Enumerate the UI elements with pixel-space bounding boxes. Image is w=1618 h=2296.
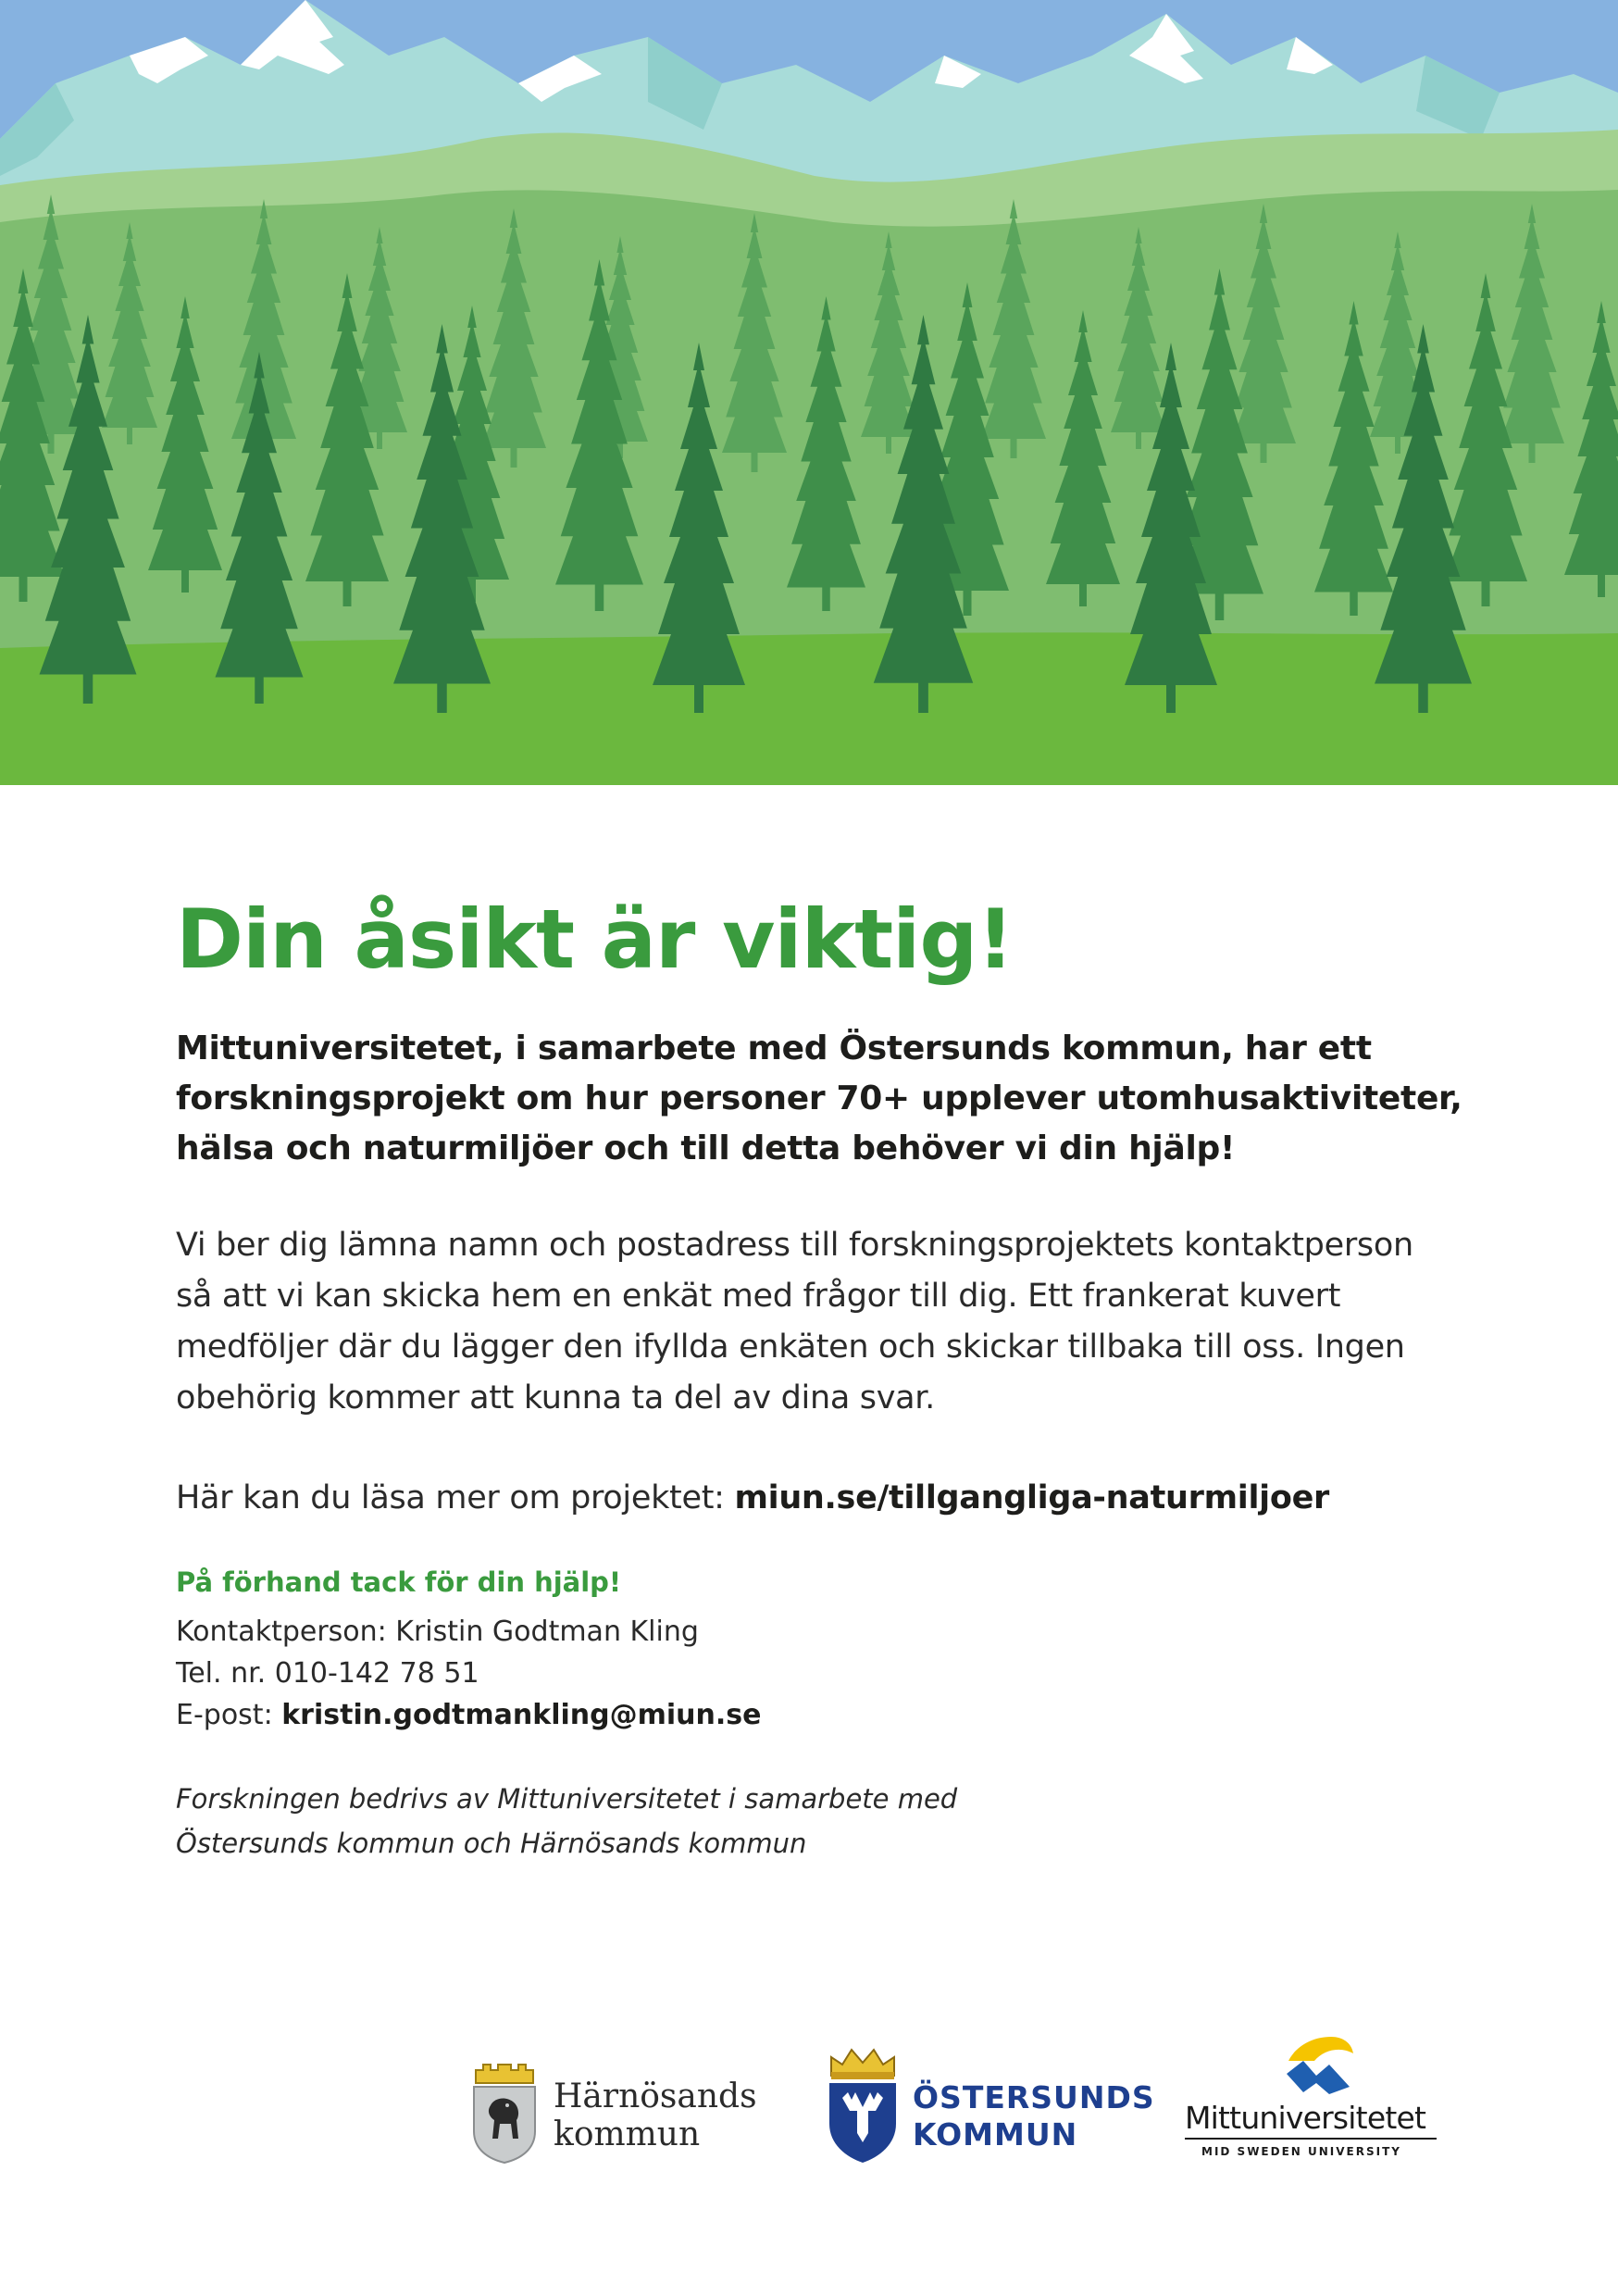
mountain-forest-banner [0, 0, 1618, 785]
contact-phone: Tel. nr. 010-142 78 51 [176, 1657, 479, 1690]
harnosand-line2: kommun [554, 2115, 701, 2153]
miun-name: Mittuniversitetet [1185, 2100, 1426, 2136]
contact-email-line [176, 1694, 1472, 1736]
footer-line: Östersunds kommun och Härnösands kommun [176, 1828, 807, 1859]
harnosand-crest-icon [470, 2063, 539, 2165]
ostersund-line2: KOMMUN [913, 2116, 1078, 2152]
page-title: Din åsikt är viktig! [176, 892, 1014, 987]
project-link[interactable]: miun.se/tillgangliga-naturmiljoer [734, 1479, 1330, 1516]
body-line: så att vi kan skicka hem en enkät med frågor till dig. Ett frankerat kuvert [176, 1278, 1341, 1315]
poster-content [176, 889, 1472, 1866]
lead-line: Mittuniversitetet, i samarbete med Östersunds kommun, har ett [176, 1029, 1372, 1067]
lead-line: forskningsprojekt om hur personer 70+ upplever utomhusaktiviteter, [176, 1079, 1462, 1117]
thanks-heading: På förhand tack för din hjälp! [176, 1566, 622, 1598]
harnosands-kommun-logo [470, 2063, 776, 2165]
email-label: E-post: [176, 1699, 282, 1731]
miun-tagline: MID SWEDEN UNIVERSITY [1201, 2145, 1401, 2158]
lead-line: hälsa och naturmiljöer och till detta behöver vi din hjälp! [176, 1129, 1236, 1167]
harnosand-line1: Härnösands [554, 2078, 757, 2115]
lead-paragraph [176, 1024, 1472, 1174]
email-link[interactable]: kristin.godtmankling@miun.se [281, 1699, 762, 1731]
read-more-line [176, 1472, 1472, 1524]
mittuniversitetet-logo [1185, 2033, 1453, 2163]
harnosand-logo-text [554, 2078, 757, 2153]
ostersund-crest-icon [824, 2044, 902, 2166]
ostersund-line1: ÖSTERSUNDS [913, 2079, 1155, 2115]
miun-divider [1185, 2138, 1437, 2140]
footer-line: Forskningen bedrivs av Mittuniversitetet i samarbete med [176, 1783, 958, 1815]
miun-mark-icon [1283, 2033, 1357, 2098]
read-more-prefix: Här kan du läsa mer om projektet: [176, 1479, 735, 1516]
body-line: obehörig kommer att kunna ta del av dina svar. [176, 1379, 935, 1416]
footer-note [176, 1777, 1472, 1866]
contact-block [176, 1611, 1472, 1736]
body-line: Vi ber dig lämna namn och postadress till forskningsprojektets kontaktperson [176, 1227, 1413, 1264]
ostersunds-kommun-logo [824, 2044, 1157, 2166]
body-paragraph [176, 1220, 1472, 1424]
ostersund-logo-text [913, 2079, 1155, 2153]
contact-person: Kontaktperson: Kristin Godtman Kling [176, 1616, 699, 1648]
body-line: medföljer där du lägger den ifyllda enkäten och skickar tillbaka till oss. Ingen [176, 1329, 1405, 1366]
